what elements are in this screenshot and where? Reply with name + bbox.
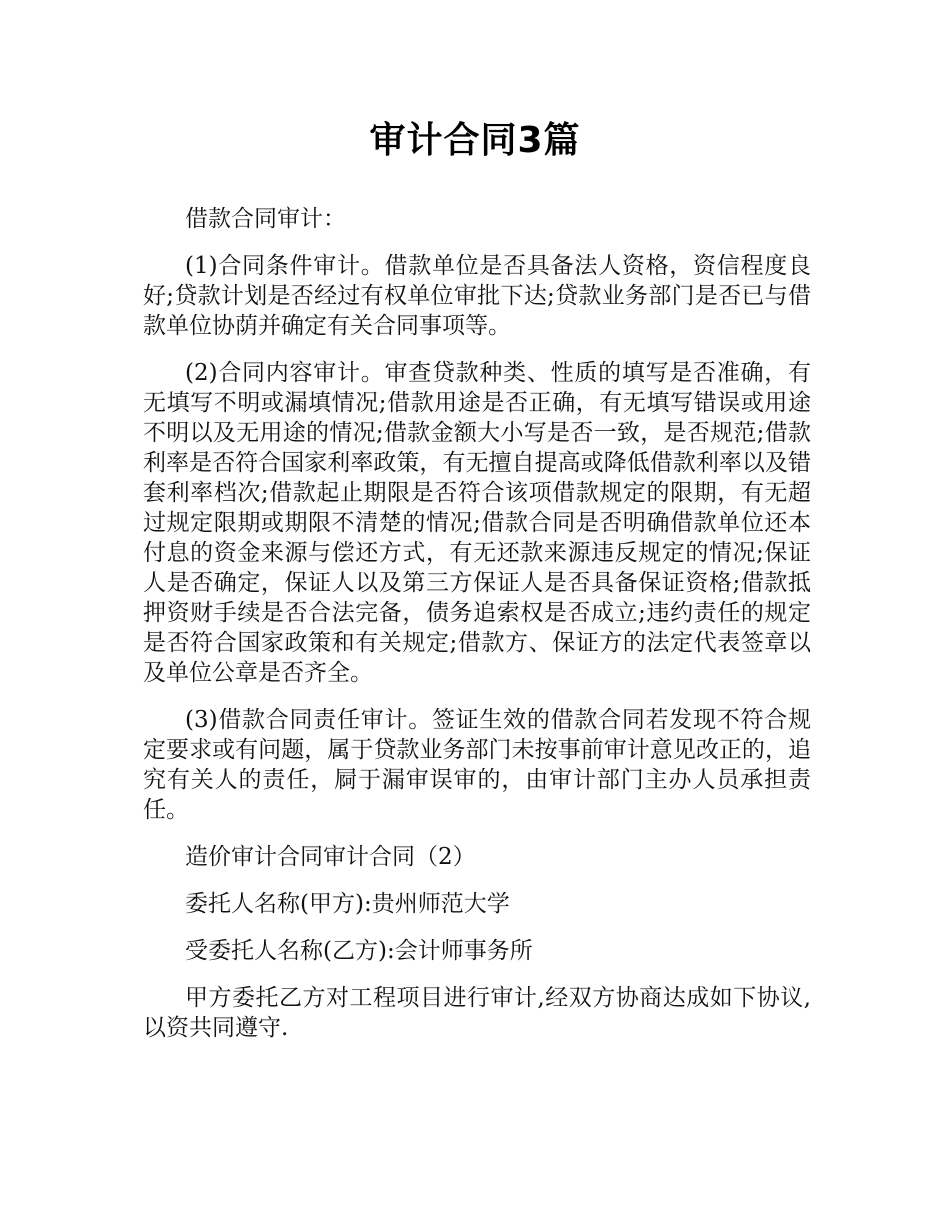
paragraph-loan-audit-heading: 借款合同审计：	[185, 206, 346, 232]
document-body	[143, 204, 811, 1060]
paragraph-party-b: 受委托人名称(乙方):会计师事务所	[185, 938, 533, 964]
paragraph-agreement-intro: 甲方委托乙方对工程项目进行审计,经双方协商达成如下协议,以资共同遵守.	[143, 985, 811, 1041]
paragraph-contract-responsibility: (3)借款合同责任审计。签证生效的借款合同若发现不符合规定要求或有问题，属于贷款业务部门未按事前审计意见改正的，追究有关人的责任，屙于漏审误审的，由审计部门主办人员承担责任。	[143, 707, 811, 823]
paragraph-contract-content: (2)合同内容审计。审查贷款种类、性质的填写是否准确，有无填写不明或漏填情况;借款用途是否正确，有无填写错误或用途不明以及无用途的情况;借款金额大小写是否一致，是否规范;借款利率是否符合国家利率政策，有无擅自提高或降低借款利率以及错套利率档次;借款起止期限是否符合该项借款规定的限期，有无超过规定限期或期限不清楚的情况;借款合同是否明确借款单位还本付息的资金来源与偿还方式，有无还款来源违反规定的情况;保证人是否确定，保证人以及第三方保证人是否具备保证资格;借款抵押资财手续是否合法完备，债务追索权是否成立;违约责任的规定是否符合国家政策和有关规定;借款方、保证方的法定代表签章以及单位公章是否齐全。	[143, 360, 811, 686]
paragraph-cost-audit-heading: 造价审计合同审计合同（2）	[185, 844, 476, 870]
paragraph-party-a: 委托人名称(甲方):贵州师范大学	[185, 891, 510, 917]
paragraph-contract-conditions: (1)合同条件审计。借款单位是否具备法人资格，资信程度良好;贷款计划是否经过有权单位审批下达;贷款业务部门是否已与借款单位协荫并确定有关合同事项等。	[143, 253, 811, 339]
document-title: 审计合同3篇	[369, 120, 581, 161]
